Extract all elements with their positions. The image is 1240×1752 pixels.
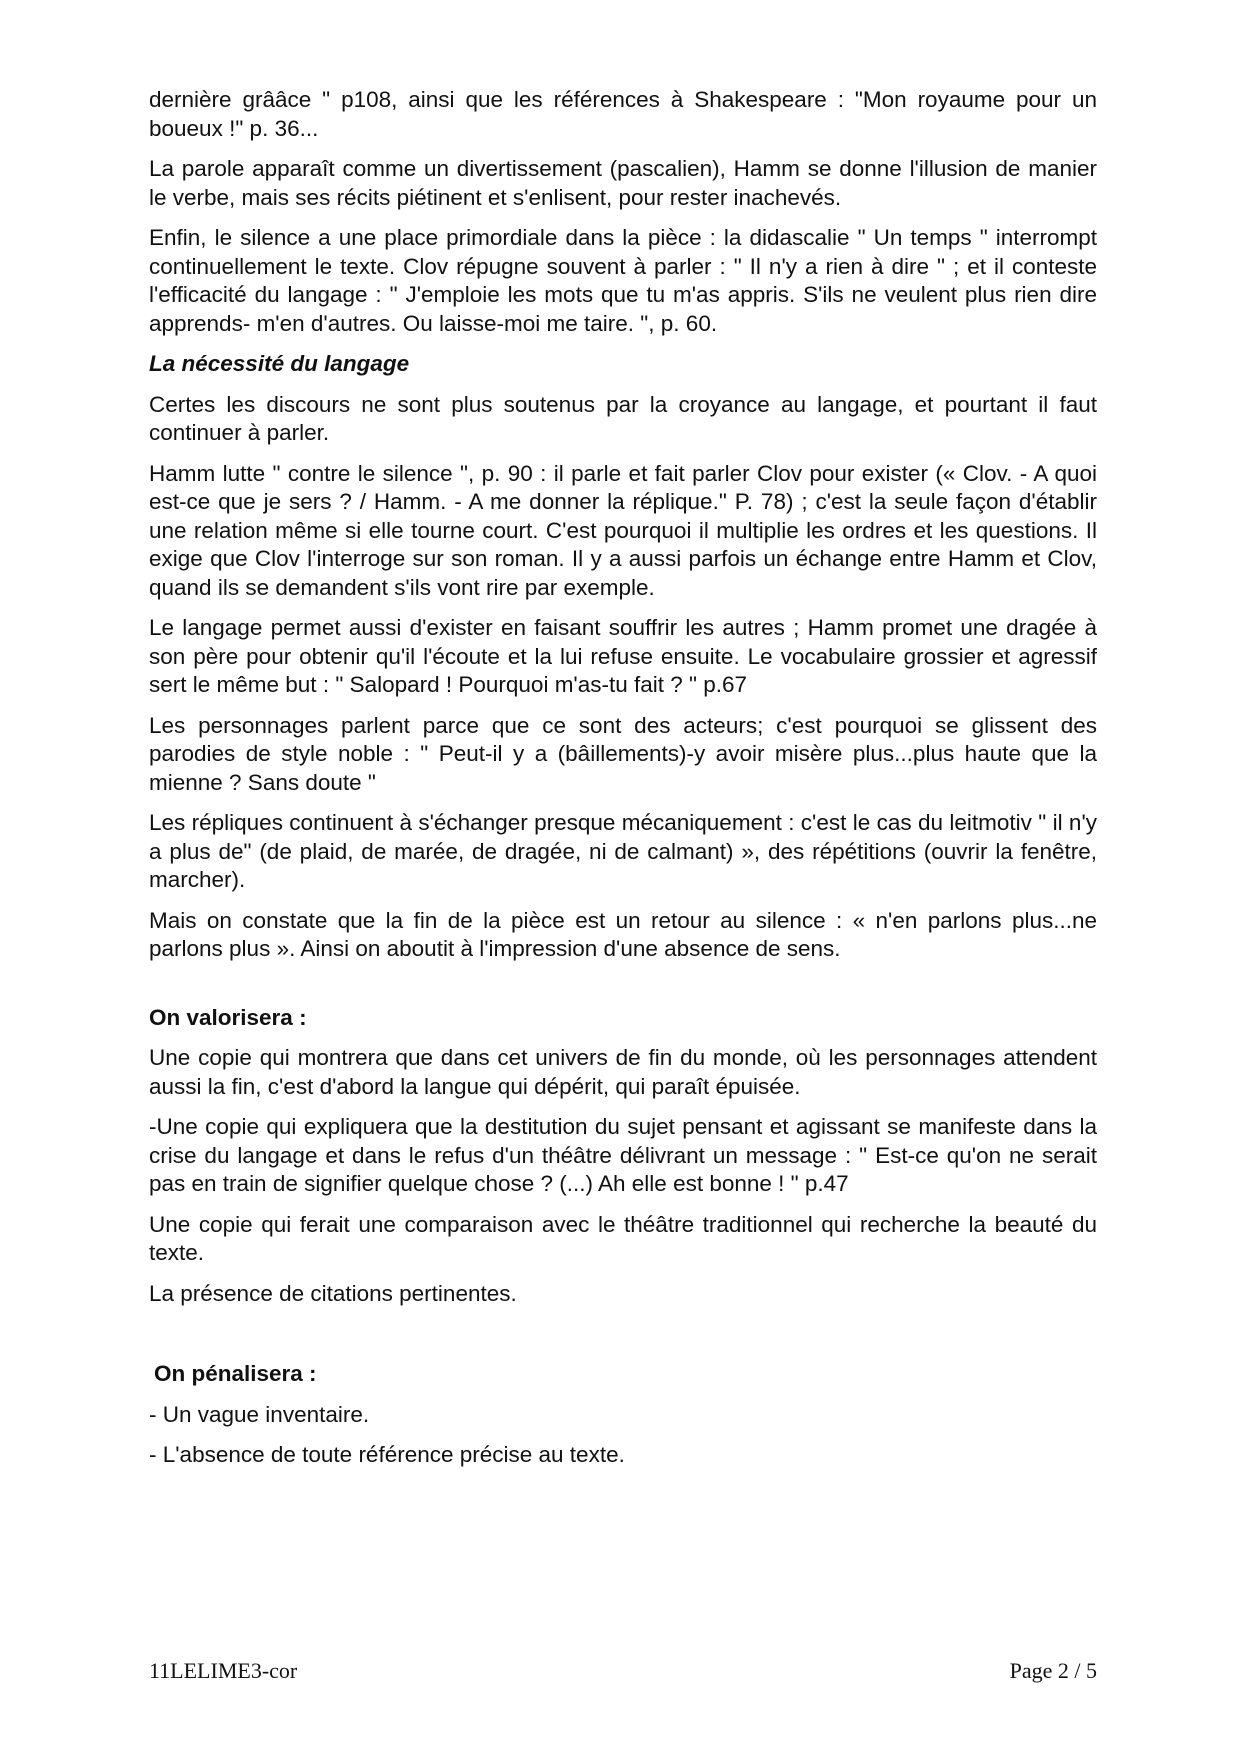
document-code: 11LELIME3-cor bbox=[149, 1658, 298, 1683]
paragraph: Le langage permet aussi d'exister en faisant souffrir les autres ; Hamm promet une dragée à son père pour obtenir qu'il l'écoute et la lui refuse ensuite. Le vocabulaire grossier et agressif sert le même but : " Salopard ! Pourquoi m'as-tu fait ? " p.67 bbox=[149, 615, 1097, 697]
paragraph: Enfin, le silence a une place primordiale dans la pièce : la didascalie " Un temps " interrompt continuellement le texte. Clov répugne souvent à parler : " Il n'y a rien à dire " ; et il conteste l'efficacité du langage : " J'emploie les mots que tu m'as appris. S'ils ne veulent plus rien dire apprends- m'en d'autres. Ou laisse-moi me taire. ", p. 60. bbox=[149, 225, 1097, 336]
paragraph: Mais on constate que la fin de la pièce est un retour au silence : « n'en parlons plus...ne parlons plus ». Ainsi on aboutit à l'impression d'une absence de sens. bbox=[149, 907, 1097, 961]
page-number: Page 2 / 5 bbox=[1009, 1658, 1097, 1683]
page-content bbox=[149, 86, 1097, 1482]
paragraph: Hamm lutte " contre le silence ", p. 90 : il parle et fait parler Clov pour exister (« Clov. - A quoi est-ce que je sers ? / Hamm. - A me donner la réplique." P. 78) ; c'est la seule façon d'établir une relation même si elle tourne court. C'est pourquoi il multiplie les ordres et les questions. Il exige que Clov l'interroge sur son roman. Il y a aussi parfois un échange entre Hamm et Clov, quand ils se demandent s'ils vont rire par exemple. bbox=[149, 460, 1097, 600]
valorisera-item: -Une copie qui expliquera que la destitution du sujet pensant et agissant se manifeste dans la crise du langage et dans le refus d'un théâtre délivrant un message : " Est-ce qu'on ne serait pas en train de signifier quelque chose ? (...) Ah elle est bonne ! " p.47 bbox=[149, 1114, 1097, 1196]
spacer bbox=[149, 976, 1097, 1004]
penalisera-heading: On pénalisera : bbox=[154, 1361, 317, 1386]
valorisera-item: La présence de citations pertinentes. bbox=[149, 1280, 517, 1306]
spacer bbox=[149, 1320, 1097, 1360]
paragraph: La parole apparaît comme un divertissement (pascalien), Hamm se donne l'illusion de manier le verbe, mais ses récits piétinent et s'enlisent, pour rester inachevés. bbox=[149, 156, 1097, 210]
page-footer bbox=[149, 1656, 1097, 1686]
penalisera-item: - L'absence de toute référence précise au texte. bbox=[149, 1442, 625, 1467]
valorisera-item: Une copie qui montrera que dans cet univers de fin du monde, où les personnages attendent aussi la fin, c'est d'abord la langue qui dépérit, qui paraît épuisée. bbox=[149, 1045, 1097, 1099]
paragraph: Les personnages parlent parce que ce sont des acteurs; c'est pourquoi se glissent des parodies de style noble : " Peut-il y a (bâillements)-y avoir misère plus...plus haute que la mienne ? Sans doute " bbox=[149, 712, 1097, 795]
valorisera-item: Une copie qui ferait une comparaison avec le théâtre traditionnel qui recherche la beauté du texte. bbox=[149, 1211, 1097, 1265]
paragraph: Certes les discours ne sont plus soutenus par la croyance au langage, et pourtant il faut continuer à parler. bbox=[149, 391, 1097, 445]
valorisera-heading: On valorisera : bbox=[149, 1004, 307, 1030]
paragraph: Les répliques continuent à s'échanger presque mécaniquement : c'est le cas du leitmotiv " il n'y a plus de" (de plaid, de marée, de dragée, ni de calmant) », des répétitions (ouvrir la fenêtre, marcher). bbox=[149, 810, 1097, 892]
paragraph: dernière grââce " p108, ainsi que les références à Shakespeare : "Mon royaume pour un boueux !" p. 36... bbox=[149, 87, 1097, 141]
penalisera-item: - Un vague inventaire. bbox=[149, 1401, 370, 1427]
section-subheading: La nécessité du langage bbox=[149, 351, 410, 376]
